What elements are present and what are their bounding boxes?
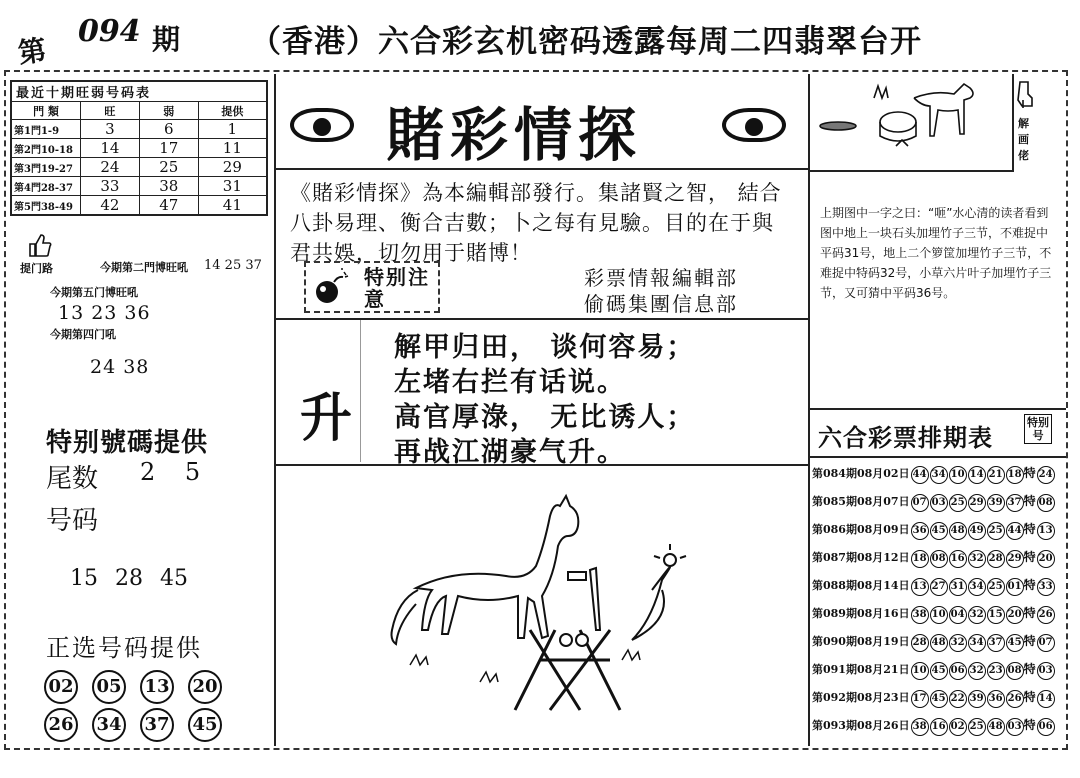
riddle-char: 升 xyxy=(300,388,353,449)
schedule-ball: 37 xyxy=(987,634,1005,652)
schedule-ball: 38 xyxy=(911,718,929,736)
schedule-ball: 29 xyxy=(1006,550,1024,568)
schedule-ball: 10 xyxy=(911,662,929,680)
code-label: 号码 xyxy=(46,506,99,536)
gate2-label: 今期第二門博旺吼 xyxy=(100,261,188,274)
schedule-row xyxy=(812,572,1060,600)
special-ball: 03 xyxy=(1037,662,1055,680)
special-label: 特 xyxy=(1023,718,1036,732)
pick-title: 正选号码提供 xyxy=(46,634,202,662)
schedule-ball: 48 xyxy=(949,522,967,540)
schedule-ball: 38 xyxy=(911,606,929,624)
schedule-ball: 44 xyxy=(911,466,929,484)
hot-cold-table xyxy=(10,80,268,216)
cold-cell: 25 xyxy=(139,158,198,177)
schedule-ball: 39 xyxy=(968,690,986,708)
header xyxy=(10,8,1070,70)
schedule-ball: 48 xyxy=(987,718,1005,736)
gate-cell: 第4門28-37 xyxy=(11,177,81,196)
divider-right-2 xyxy=(1012,74,1014,170)
schedule-ball: 28 xyxy=(987,550,1005,568)
schedule-ball: 25 xyxy=(968,718,986,736)
schedule-ball: 28 xyxy=(911,634,929,652)
divider-center-2 xyxy=(276,318,808,320)
hot-cell: 33 xyxy=(81,177,140,196)
offer-cell: 11 xyxy=(198,139,267,158)
schedule-ball: 32 xyxy=(949,634,967,652)
divider-right xyxy=(808,74,810,746)
divider-right-4 xyxy=(810,456,1066,458)
divider-right-3 xyxy=(810,408,1066,410)
issue-suffix: 期 xyxy=(152,23,181,56)
pointing-hand-icon xyxy=(1016,80,1034,110)
schedule-ball: 20 xyxy=(1006,606,1024,624)
schedule-ball: 08 xyxy=(930,550,948,568)
schedule-row xyxy=(812,712,1060,740)
hot-cell: 42 xyxy=(81,196,140,216)
schedule-row xyxy=(812,488,1060,516)
schedule-ball: 49 xyxy=(968,522,986,540)
code-numbers: 15 28 45 xyxy=(70,566,188,591)
gate-cell: 第3門19-27 xyxy=(11,158,81,177)
schedule-ball: 01 xyxy=(1006,578,1024,596)
special-label: 特 xyxy=(1023,690,1036,704)
pick-balls-row2 xyxy=(44,708,274,742)
col-gate: 門 類 xyxy=(11,102,81,120)
schedule-date: 第089期08月16日 xyxy=(812,607,910,620)
col-cold: 弱 xyxy=(139,102,198,120)
poem-line: 高官厚淥， 无比诱人； xyxy=(394,402,696,433)
schedule-ball: 15 xyxy=(987,606,1005,624)
poem-line: 左堵右拦有话说。 xyxy=(394,367,626,398)
col-hot: 旺 xyxy=(81,102,140,120)
pick-ball: 05 xyxy=(92,670,126,704)
special-label: 特 xyxy=(1023,606,1036,620)
schedule-ball: 34 xyxy=(930,466,948,484)
org-line-1: 彩票情報編輯部 xyxy=(584,266,738,290)
schedule-ball: 45 xyxy=(930,690,948,708)
schedule-ball: 02 xyxy=(949,718,967,736)
schedule-row xyxy=(812,656,1060,684)
schedule-date: 第086期08月09日 xyxy=(812,523,910,536)
schedule-ball: 14 xyxy=(968,466,986,484)
schedule-ball: 06 xyxy=(949,662,967,680)
eye-icon xyxy=(722,108,786,142)
schedule-ball: 21 xyxy=(987,466,1005,484)
schedule-row xyxy=(812,516,1060,544)
special-label: 特 xyxy=(1023,550,1036,564)
schedule-ball: 10 xyxy=(949,466,967,484)
schedule-ball: 07 xyxy=(911,494,929,512)
gate4-label: 今期第四门吼 xyxy=(50,328,116,341)
schedule-ball: 48 xyxy=(930,634,948,652)
table-row xyxy=(11,120,267,139)
schedule-date: 第093期08月26日 xyxy=(812,719,910,732)
schedule-ball: 45 xyxy=(930,662,948,680)
gate2-numbers: 14 25 37 xyxy=(204,258,262,273)
tail-numbers: 2 5 xyxy=(140,458,201,486)
table-row xyxy=(11,158,267,177)
schedule-ball: 16 xyxy=(949,550,967,568)
schedule-ball: 44 xyxy=(1006,522,1024,540)
schedule-date: 第088期08月14日 xyxy=(812,579,910,592)
schedule-ball: 13 xyxy=(911,578,929,596)
schedule-ball: 25 xyxy=(987,522,1005,540)
pick-ball: 37 xyxy=(140,708,174,742)
schedule-date: 第091期08月21日 xyxy=(812,663,910,676)
schedule-ball: 17 xyxy=(911,690,929,708)
schedule-ball: 45 xyxy=(930,522,948,540)
cold-cell: 6 xyxy=(139,120,198,139)
schedule-ball: 36 xyxy=(911,522,929,540)
schedule-row xyxy=(812,628,1060,656)
schedule-ball: 04 xyxy=(949,606,967,624)
intro-text: 《賭彩情探》為本編輯部發行。集諸賢之智， 結合八卦易理、衡合吉數；卜之每有見驗。目的在于與君共娛，切勿用于賭博！ xyxy=(290,181,782,265)
schedule-ball: 18 xyxy=(1006,466,1024,484)
schedule-date: 第087期08月12日 xyxy=(812,551,910,564)
schedule-title: 六合彩票排期表 xyxy=(818,423,993,452)
gate5-label: 今期第五门博旺吼 xyxy=(50,286,138,299)
schedule-ball: 25 xyxy=(987,578,1005,596)
schedule-ball: 27 xyxy=(930,578,948,596)
special-ball: 24 xyxy=(1037,466,1055,484)
schedule-ball: 10 xyxy=(930,606,948,624)
schedule-row xyxy=(812,544,1060,572)
schedule-ball: 22 xyxy=(949,690,967,708)
pick-ball: 20 xyxy=(188,670,222,704)
offer-cell: 41 xyxy=(198,196,267,216)
schedule-tag: 特别号 xyxy=(1024,414,1052,444)
center-title: 賭彩情探 xyxy=(386,101,643,169)
tail-label: 尾数 xyxy=(46,464,99,494)
special-ball: 07 xyxy=(1037,634,1055,652)
special-label: 特 xyxy=(1023,466,1036,480)
pick-ball: 02 xyxy=(44,670,78,704)
special-ball: 06 xyxy=(1037,718,1055,736)
special-ball: 14 xyxy=(1037,690,1055,708)
divider-right-1 xyxy=(810,170,1014,172)
gate-cell: 第1門1-9 xyxy=(11,120,81,139)
schedule-row xyxy=(812,460,1060,488)
org-line-2: 偷碼集團信息部 xyxy=(584,292,738,316)
gate5-numbers: 13 23 36 xyxy=(58,302,151,324)
hot-cell: 24 xyxy=(81,158,140,177)
schedule-ball: 26 xyxy=(1006,690,1024,708)
special-label: 特 xyxy=(1023,662,1036,676)
last-issue-picture xyxy=(814,78,1010,168)
col-offer: 提供 xyxy=(198,102,267,120)
special-ball: 26 xyxy=(1037,606,1055,624)
schedule-ball: 37 xyxy=(1006,494,1024,512)
schedule-table xyxy=(812,460,1060,740)
issue-prefix: 第 xyxy=(16,33,49,70)
divider-left xyxy=(274,74,276,746)
schedule-ball: 45 xyxy=(1006,634,1024,652)
poem-line: 再战江湖豪气升。 xyxy=(394,437,626,468)
pick-ball: 13 xyxy=(140,670,174,704)
page-title: （香港）六合彩玄机密码透露每周二四翡翠台开 xyxy=(250,24,922,60)
table-row xyxy=(11,196,267,216)
schedule-ball: 32 xyxy=(968,606,986,624)
hint-label: 提门路 xyxy=(20,262,53,275)
gate4-numbers: 24 38 xyxy=(90,356,150,378)
offer-cell: 29 xyxy=(198,158,267,177)
gate-cell: 第5門38-49 xyxy=(11,196,81,216)
horse-illustration xyxy=(380,490,700,720)
poem-divider xyxy=(360,320,361,462)
cold-cell: 38 xyxy=(139,177,198,196)
schedule-date: 第084期08月02日 xyxy=(812,467,910,480)
schedule-ball: 34 xyxy=(968,578,986,596)
table-row xyxy=(11,139,267,158)
schedule-ball: 36 xyxy=(987,690,1005,708)
pick-ball: 26 xyxy=(44,708,78,742)
cold-cell: 47 xyxy=(139,196,198,216)
table-row xyxy=(11,177,267,196)
schedule-ball: 25 xyxy=(949,494,967,512)
gate-cell: 第2門10-18 xyxy=(11,139,81,158)
last-issue-description: 上期图中一字之曰：“咂”水心清的读者看到图中地上一块石头加埋竹子三节，不难捉中平码31号，地上二个箩筐加埋竹子三节，不难捉中特码32号，小草六片叶子加埋竹子三节，又可猜中平码36号。 xyxy=(820,206,1052,300)
table-caption: 最近十期旺弱号码表 xyxy=(11,81,267,102)
poem-line: 解甲归田， 谈何容易； xyxy=(394,332,696,363)
pick-ball: 34 xyxy=(92,708,126,742)
bomb-icon xyxy=(312,268,352,306)
special-label: 特 xyxy=(1023,494,1036,508)
special-label: 特 xyxy=(1023,634,1036,648)
thumbs-up-icon xyxy=(26,232,52,258)
schedule-date: 第092期08月23日 xyxy=(812,691,910,704)
schedule-ball: 03 xyxy=(1006,718,1024,736)
offer-cell: 1 xyxy=(198,120,267,139)
schedule-ball: 32 xyxy=(968,662,986,680)
schedule-ball: 16 xyxy=(930,718,948,736)
schedule-ball: 39 xyxy=(987,494,1005,512)
poem xyxy=(394,330,794,470)
cold-cell: 17 xyxy=(139,139,198,158)
schedule-ball: 08 xyxy=(1006,662,1024,680)
special-label: 特 xyxy=(1023,578,1036,592)
notice-text: 特别注意 xyxy=(364,265,430,311)
schedule-ball: 23 xyxy=(987,662,1005,680)
special-ball: 08 xyxy=(1037,494,1055,512)
special-title: 特别號碼提供 xyxy=(46,428,209,458)
schedule-ball: 18 xyxy=(911,550,929,568)
schedule-row xyxy=(812,684,1060,712)
special-label: 特 xyxy=(1023,522,1036,536)
schedule-ball: 29 xyxy=(968,494,986,512)
hot-cell: 14 xyxy=(81,139,140,158)
special-ball: 20 xyxy=(1037,550,1055,568)
special-ball: 33 xyxy=(1037,578,1055,596)
offer-cell: 31 xyxy=(198,177,267,196)
special-ball: 13 xyxy=(1037,522,1055,540)
issue-number: 094 xyxy=(78,14,141,49)
pick-ball: 45 xyxy=(188,708,222,742)
side-label: 解画佬 xyxy=(1018,117,1029,162)
schedule-row xyxy=(812,600,1060,628)
schedule-date: 第090期08月19日 xyxy=(812,635,910,648)
hot-cell: 3 xyxy=(81,120,140,139)
schedule-ball: 31 xyxy=(949,578,967,596)
eye-icon xyxy=(290,108,354,142)
schedule-ball: 03 xyxy=(930,494,948,512)
schedule-ball: 34 xyxy=(968,634,986,652)
schedule-ball: 32 xyxy=(968,550,986,568)
pick-balls-row1 xyxy=(44,670,274,704)
schedule-date: 第085期08月07日 xyxy=(812,495,910,508)
